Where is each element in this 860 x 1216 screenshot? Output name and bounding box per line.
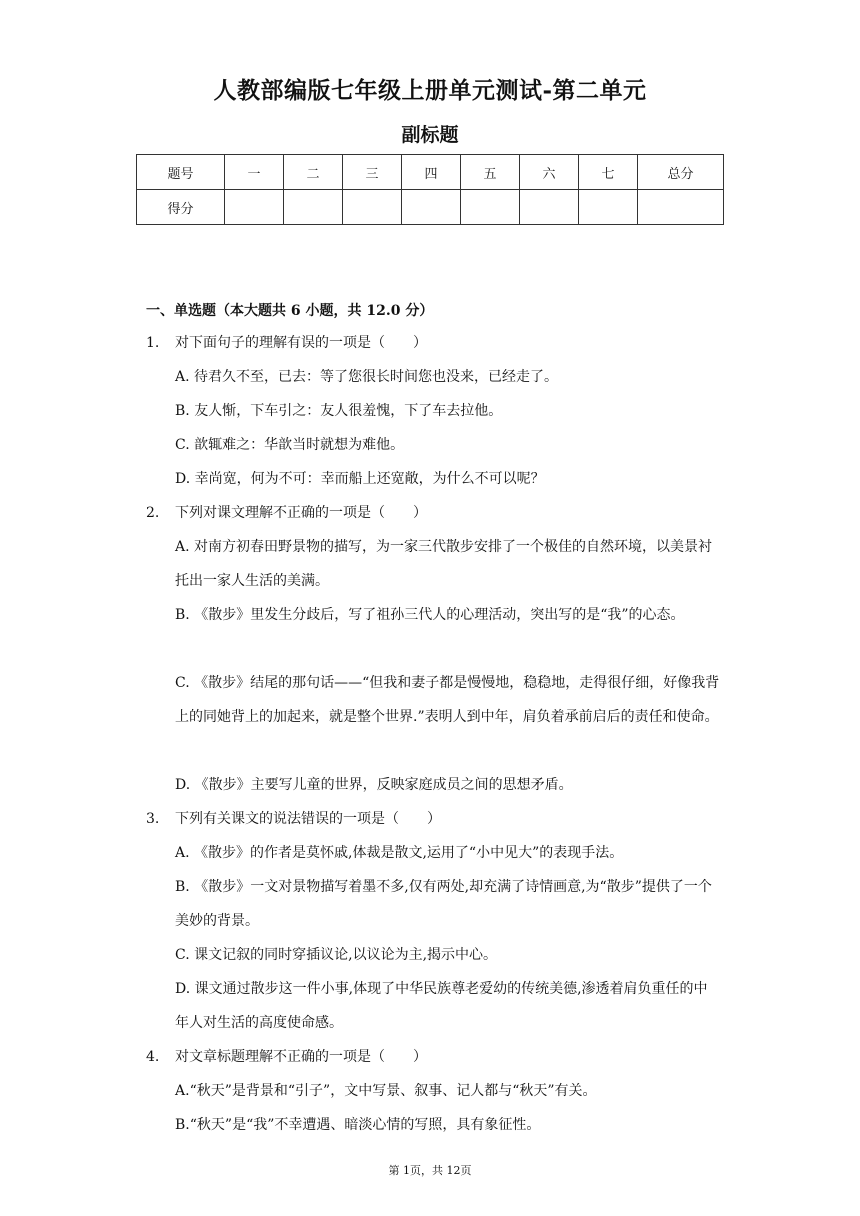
option-text: 《散步》结尾的那句话——“但我和妻子都是慢慢地，稳稳地，走得很仔细，好像我背上的同她背上的加起来，就是整个世界.”表明人到中年，肩负着承前启后的责任和使命。	[175, 675, 720, 725]
option-text: “秋天”是背景和“引子”，文中写景、叙事、记人都与“秋天”有关。	[189, 1083, 597, 1099]
option-text: 《散步》的作者是莫怀戚,体裁是散文,运用了“小中见大”的表现手法。	[194, 845, 624, 861]
option-letter: C.	[175, 947, 190, 963]
score-table-header-row	[137, 155, 724, 190]
score-cell	[225, 190, 284, 225]
option-text: 友人惭，下车引之：友人很羞愧，下了车去拉他。	[194, 403, 503, 419]
question-number: 2.	[146, 505, 160, 521]
score-table-header: 三	[343, 155, 402, 190]
option-letter: B.	[175, 879, 190, 895]
question-stem: 下列对课文理解不正确的一项是（ ）	[175, 505, 427, 521]
q4-option-b	[175, 1108, 720, 1142]
document-subtitle: 副标题	[401, 124, 459, 146]
option-letter: A.	[175, 1083, 190, 1099]
option-text: 《散步》里发生分歧后，写了祖孙三代人的心理活动，突出写的是“我”的心态。	[194, 607, 685, 623]
section-heading: 一、单选题（本大题共 6 小题，共 12.0 分）	[146, 303, 434, 319]
option-text: 待君久不至，已去：等了您很长时间您也没来，已经走了。	[194, 369, 559, 385]
score-cell	[402, 190, 461, 225]
q2-option-c	[175, 666, 720, 734]
option-text: 《散步》主要写儿童的世界，反映家庭成员之间的思想矛盾。	[194, 777, 573, 793]
score-table-header: 总分	[638, 155, 724, 190]
score-table-header: 四	[402, 155, 461, 190]
option-letter: B.	[175, 1117, 190, 1133]
q1-option-d	[175, 462, 720, 496]
q3-option-d	[175, 972, 720, 1040]
option-letter: D.	[175, 777, 191, 793]
option-letter: A.	[175, 369, 190, 385]
q1-option-b	[175, 394, 720, 428]
score-table-header: 一	[225, 155, 284, 190]
option-letter: D.	[175, 981, 191, 997]
q3-option-a	[175, 836, 720, 870]
score-row-label: 得分	[137, 190, 225, 225]
score-cell	[638, 190, 724, 225]
option-letter: A.	[175, 539, 190, 555]
q2-option-a	[175, 530, 720, 598]
option-text: 对南方初春田野景物的描写，为一家三代散步安排了一个极佳的自然环境，以美景衬托出一家人生活的美满。	[175, 539, 713, 589]
option-text: 课文记叙的同时穿插议论,以议论为主,揭示中心。	[194, 947, 498, 963]
question-stem: 对文章标题理解不正确的一项是（ ）	[175, 1049, 427, 1065]
option-text: 幸尚宽，何为不可：幸而船上还宽敞，为什么不可以呢？	[194, 471, 545, 487]
q3-option-c	[175, 938, 720, 972]
option-letter: A.	[175, 845, 190, 861]
score-table-header: 五	[461, 155, 520, 190]
question-number: 1.	[146, 335, 160, 351]
q1-option-a	[175, 360, 720, 394]
score-table-header: 二	[284, 155, 343, 190]
option-letter: B.	[175, 607, 190, 623]
option-letter: C.	[175, 675, 190, 691]
q3-option-b	[175, 870, 720, 938]
document-title: 人教部编版七年级上册单元测试-第二单元	[213, 77, 647, 104]
score-table	[136, 154, 724, 225]
score-table-header: 七	[579, 155, 638, 190]
q2-option-b	[175, 598, 720, 632]
q2-option-d	[175, 768, 720, 802]
score-table-header: 题号	[137, 155, 225, 190]
option-text: 课文通过散步这一件小事,体现了中华民族尊老爱幼的传统美德,渗透着肩负重任的中年人对生活的高度使命感。	[175, 981, 708, 1031]
option-letter: D.	[175, 471, 191, 487]
option-letter: C.	[175, 437, 190, 453]
option-text: 歆辄难之：华歆当时就想为难他。	[194, 437, 405, 453]
option-text: “秋天”是“我”不幸遭遇、暗淡心情的写照，具有象征性。	[189, 1117, 541, 1133]
question-number: 4.	[146, 1049, 160, 1065]
page-footer: 第 1页，共 12页	[388, 1164, 472, 1177]
q4-option-a	[175, 1074, 720, 1108]
question-number: 3.	[146, 811, 160, 827]
question-stem: 下列有关课文的说法错误的一项是（ ）	[175, 811, 441, 827]
score-cell	[520, 190, 579, 225]
score-table-score-row	[137, 190, 724, 225]
score-cell	[343, 190, 402, 225]
q1-option-c	[175, 428, 720, 462]
question-stem: 对下面句子的理解有误的一项是（ ）	[175, 335, 427, 351]
score-cell	[579, 190, 638, 225]
option-letter: B.	[175, 403, 190, 419]
score-cell	[461, 190, 520, 225]
score-table-header: 六	[520, 155, 579, 190]
score-cell	[284, 190, 343, 225]
option-text: 《散步》一文对景物描写着墨不多,仅有两处,却充满了诗情画意,为“散步”提供了一个美妙的背景。	[175, 879, 712, 929]
